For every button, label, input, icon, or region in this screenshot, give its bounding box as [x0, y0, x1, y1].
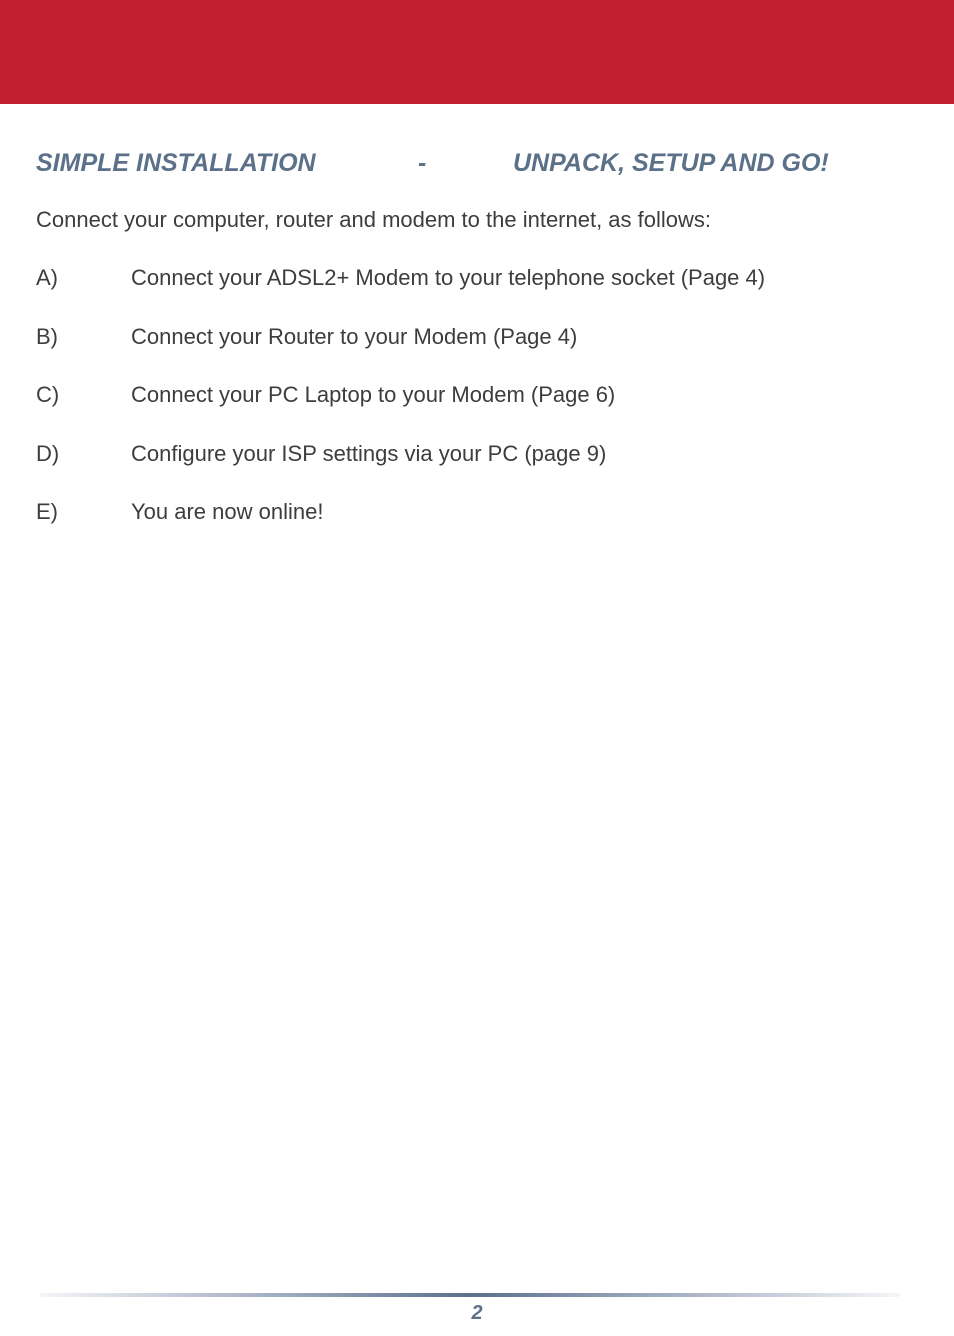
step-text: Connect your Router to your Modem (Page 4) [131, 323, 578, 349]
step-text: You are now online! [131, 499, 324, 524]
heading-separator: - [418, 149, 427, 177]
step-marker: B) [36, 323, 58, 349]
step-text: Connect your PC Laptop to your Modem (Page 6) [131, 382, 616, 407]
list-item [36, 497, 916, 556]
list-item [36, 439, 916, 498]
steps-list [36, 263, 916, 556]
list-item [36, 263, 916, 322]
page-heading [36, 146, 916, 180]
heading-title: SIMPLE INSTALLATION [36, 149, 316, 177]
step-marker: C) [36, 382, 60, 407]
step-marker: A) [36, 265, 58, 290]
list-item [36, 322, 916, 381]
list-item [36, 380, 916, 439]
step-marker: D) [36, 440, 60, 466]
page-number: 2 [471, 1302, 483, 1324]
intro-text: Connect your computer, router and modem to the internet, as follows: [36, 207, 712, 232]
step-text: Configure your ISP settings via your PC (page 9) [131, 440, 607, 466]
header-band [0, 0, 954, 104]
step-marker: E) [36, 499, 58, 524]
footer-divider [40, 1293, 900, 1297]
heading-subtitle: UNPACK, SETUP AND GO! [513, 149, 829, 177]
step-text: Connect your ADSL2+ Modem to your telephone socket (Page 4) [131, 265, 766, 290]
